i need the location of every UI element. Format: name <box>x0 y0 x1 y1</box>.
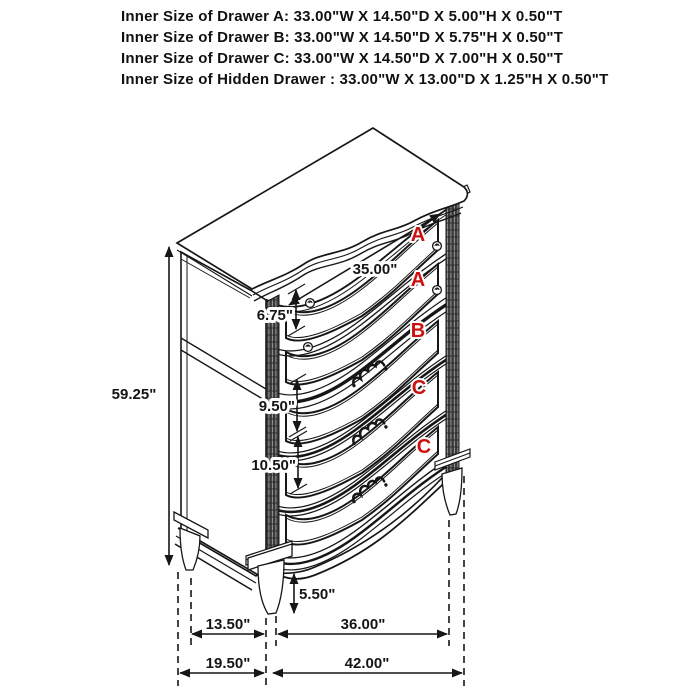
drawer-label-a1: A <box>410 224 426 246</box>
chest-line-art <box>174 128 470 614</box>
spec-line-drawer-a: Inner Size of Drawer A: 33.00"W X 14.50"D X 5.00"H X 0.50"T <box>121 8 563 25</box>
knob-a1-right <box>433 242 442 251</box>
dim-drawer-width: 35.00" <box>352 261 398 278</box>
spec-line-drawer-c: Inner Size of Drawer C: 33.00"W X 14.50"D X 7.00"H X 0.50"T <box>121 50 564 67</box>
spec-line-drawer-b: Inner Size of Drawer B: 33.00"W X 14.50"D X 5.75"H X 0.50"T <box>121 29 564 46</box>
knob-a2-right <box>433 286 442 295</box>
dim-leg-height: 5.50" <box>299 586 336 603</box>
dim-overall-height: 59.25" <box>111 386 157 403</box>
dim-overall-width: 42.00" <box>344 655 390 672</box>
knob-a1-left <box>306 299 315 308</box>
dim-drawer-c-height: 10.50" <box>251 457 296 474</box>
dim-leg-spacing-width: 36.00" <box>340 616 386 633</box>
dim-leg-spacing-depth: 13.50" <box>205 616 251 633</box>
dim-drawer-a-height: 6.75" <box>256 307 293 324</box>
front-right-leg <box>442 468 462 515</box>
drawer-label-a2: A <box>410 269 426 291</box>
drawer-label-b: B <box>410 320 426 342</box>
dim-overall-depth: 19.50" <box>205 655 251 672</box>
knob-a2-left <box>304 343 313 352</box>
spec-line-hidden-drawer: Inner Size of Hidden Drawer : 33.00"W X 13.00"D X 1.25"H X 0.50"T <box>121 71 609 88</box>
drawer-label-c2: C <box>416 436 432 458</box>
drawer-label-c1: C <box>411 377 427 399</box>
dim-drawer-b-height: 9.50" <box>258 398 295 415</box>
